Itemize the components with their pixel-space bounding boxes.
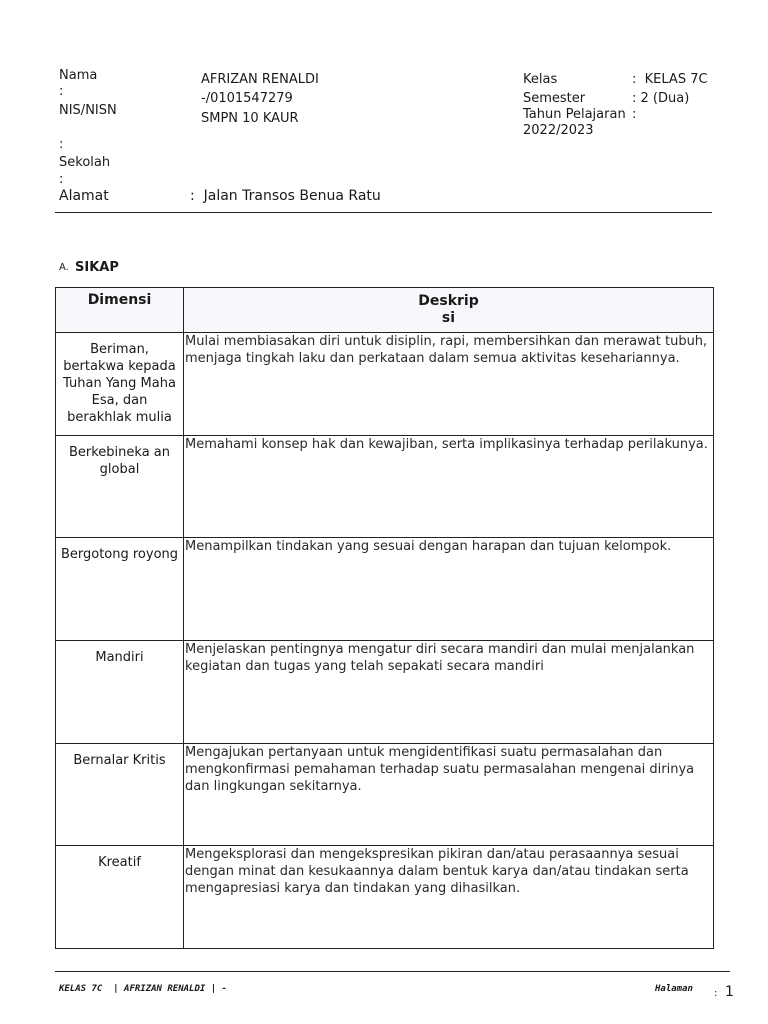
table-header-row [56, 288, 714, 333]
dimensi-header-text: Dimensi [87, 292, 152, 308]
footer-page-colon: : [714, 988, 718, 999]
deskripsi-cell [184, 641, 714, 744]
table-row [56, 846, 714, 949]
dimensi-text: Mandiri [95, 650, 144, 665]
nama-value: AFRIZAN RENALDI [201, 72, 319, 87]
header-divider [55, 212, 712, 213]
table-row [56, 744, 714, 846]
nis-value: -/0101547279 [201, 91, 293, 106]
footer-left-text: KELAS 7C | AFRIZAN RENALDI | - [59, 984, 227, 994]
tahun-value: 2022/2023 [523, 123, 594, 138]
deskripsi-header-line-2: si [441, 310, 456, 326]
table-row [56, 641, 714, 744]
footer-page-number: 1 [725, 984, 734, 1000]
deskripsi-header-line-1: Deskrip [418, 293, 479, 309]
sikap-table [55, 287, 714, 949]
footer-halaman-label: Halaman [655, 984, 693, 994]
deskripsi-text: Mengajukan pertanyaan untuk mengidentifikasi suatu permasalahan dan mengkonfirmasi pemahaman terhadap suatu permasalahan mengenai dirinya dan lingkungan sekitarnya. [185, 745, 695, 794]
tahun-label: Tahun Pelajaran [523, 107, 626, 122]
nama-label: Nama [59, 68, 98, 83]
dimensi-cell [56, 641, 184, 744]
table-row [56, 538, 714, 641]
nama-colon: : [59, 84, 64, 99]
column-header-dimensi [56, 288, 184, 333]
alamat-value: : Jalan Transos Benua Ratu [190, 188, 381, 204]
dimensi-cell [56, 333, 184, 436]
footer-divider [55, 971, 730, 972]
semester-value: : 2 (Dua) [632, 91, 690, 106]
deskripsi-cell [184, 744, 714, 846]
dimensi-text: Berkebineka an global [68, 445, 171, 477]
column-header-deskripsi [184, 288, 714, 333]
dimensi-cell [56, 744, 184, 846]
dimensi-cell [56, 436, 184, 538]
deskripsi-text: Memahami konsep hak dan kewajiban, serta implikasinya terhadap perilakunya. [185, 437, 708, 452]
deskripsi-text: Mulai membiasakan diri untuk disiplin, rapi, membersihkan dan merawat tubuh, menjaga tingkah laku dan perkataan dalam semua aktivitas kesehariannya. [185, 334, 708, 366]
section-title: SIKAP [75, 260, 119, 275]
dimensi-text: Bernalar Kritis [73, 753, 166, 768]
kelas-value: : KELAS 7C [632, 72, 708, 87]
deskripsi-cell [184, 333, 714, 436]
sekolah-label: Sekolah [59, 155, 111, 170]
deskripsi-text: Menjelaskan pentingnya mengatur diri secara mandiri dan mulai menjalankan kegiatan dan tugas yang telah sepakati secara mandiri [185, 642, 695, 674]
dimensi-text: Kreatif [98, 855, 141, 870]
nis-colon: : [59, 137, 64, 152]
dimensi-cell [56, 538, 184, 641]
semester-label: Semester [523, 91, 586, 106]
deskripsi-cell [184, 436, 714, 538]
dimensi-text: Beriman, bertakwa kepada Tuhan Yang Maha Esa, dan berakhlak mulia [63, 342, 176, 425]
tahun-colon: : [632, 107, 637, 122]
deskripsi-text: Menampilkan tindakan yang sesuai dengan harapan dan tujuan kelompok. [185, 539, 672, 554]
deskripsi-cell [184, 846, 714, 949]
alamat-label: Alamat [59, 188, 109, 204]
nis-label: NIS/NISN [59, 103, 117, 118]
dimensi-text: Bergotong royong [60, 547, 179, 562]
deskripsi-cell [184, 538, 714, 641]
table-row [56, 436, 714, 538]
table-row [56, 333, 714, 436]
kelas-label: Kelas [523, 72, 558, 87]
dimensi-cell [56, 846, 184, 949]
section-letter: A. [59, 262, 69, 273]
sekolah-colon: : [59, 172, 64, 187]
sekolah-value: SMPN 10 KAUR [201, 111, 299, 126]
deskripsi-text: Mengeksplorasi dan mengekspresikan pikiran dan/atau perasaannya sesuai dengan minat dan kesukaannya dalam bentuk karya dan/atau tindakan serta mengapresiasi karya dan tindakan yang dihasilkan. [185, 847, 689, 896]
